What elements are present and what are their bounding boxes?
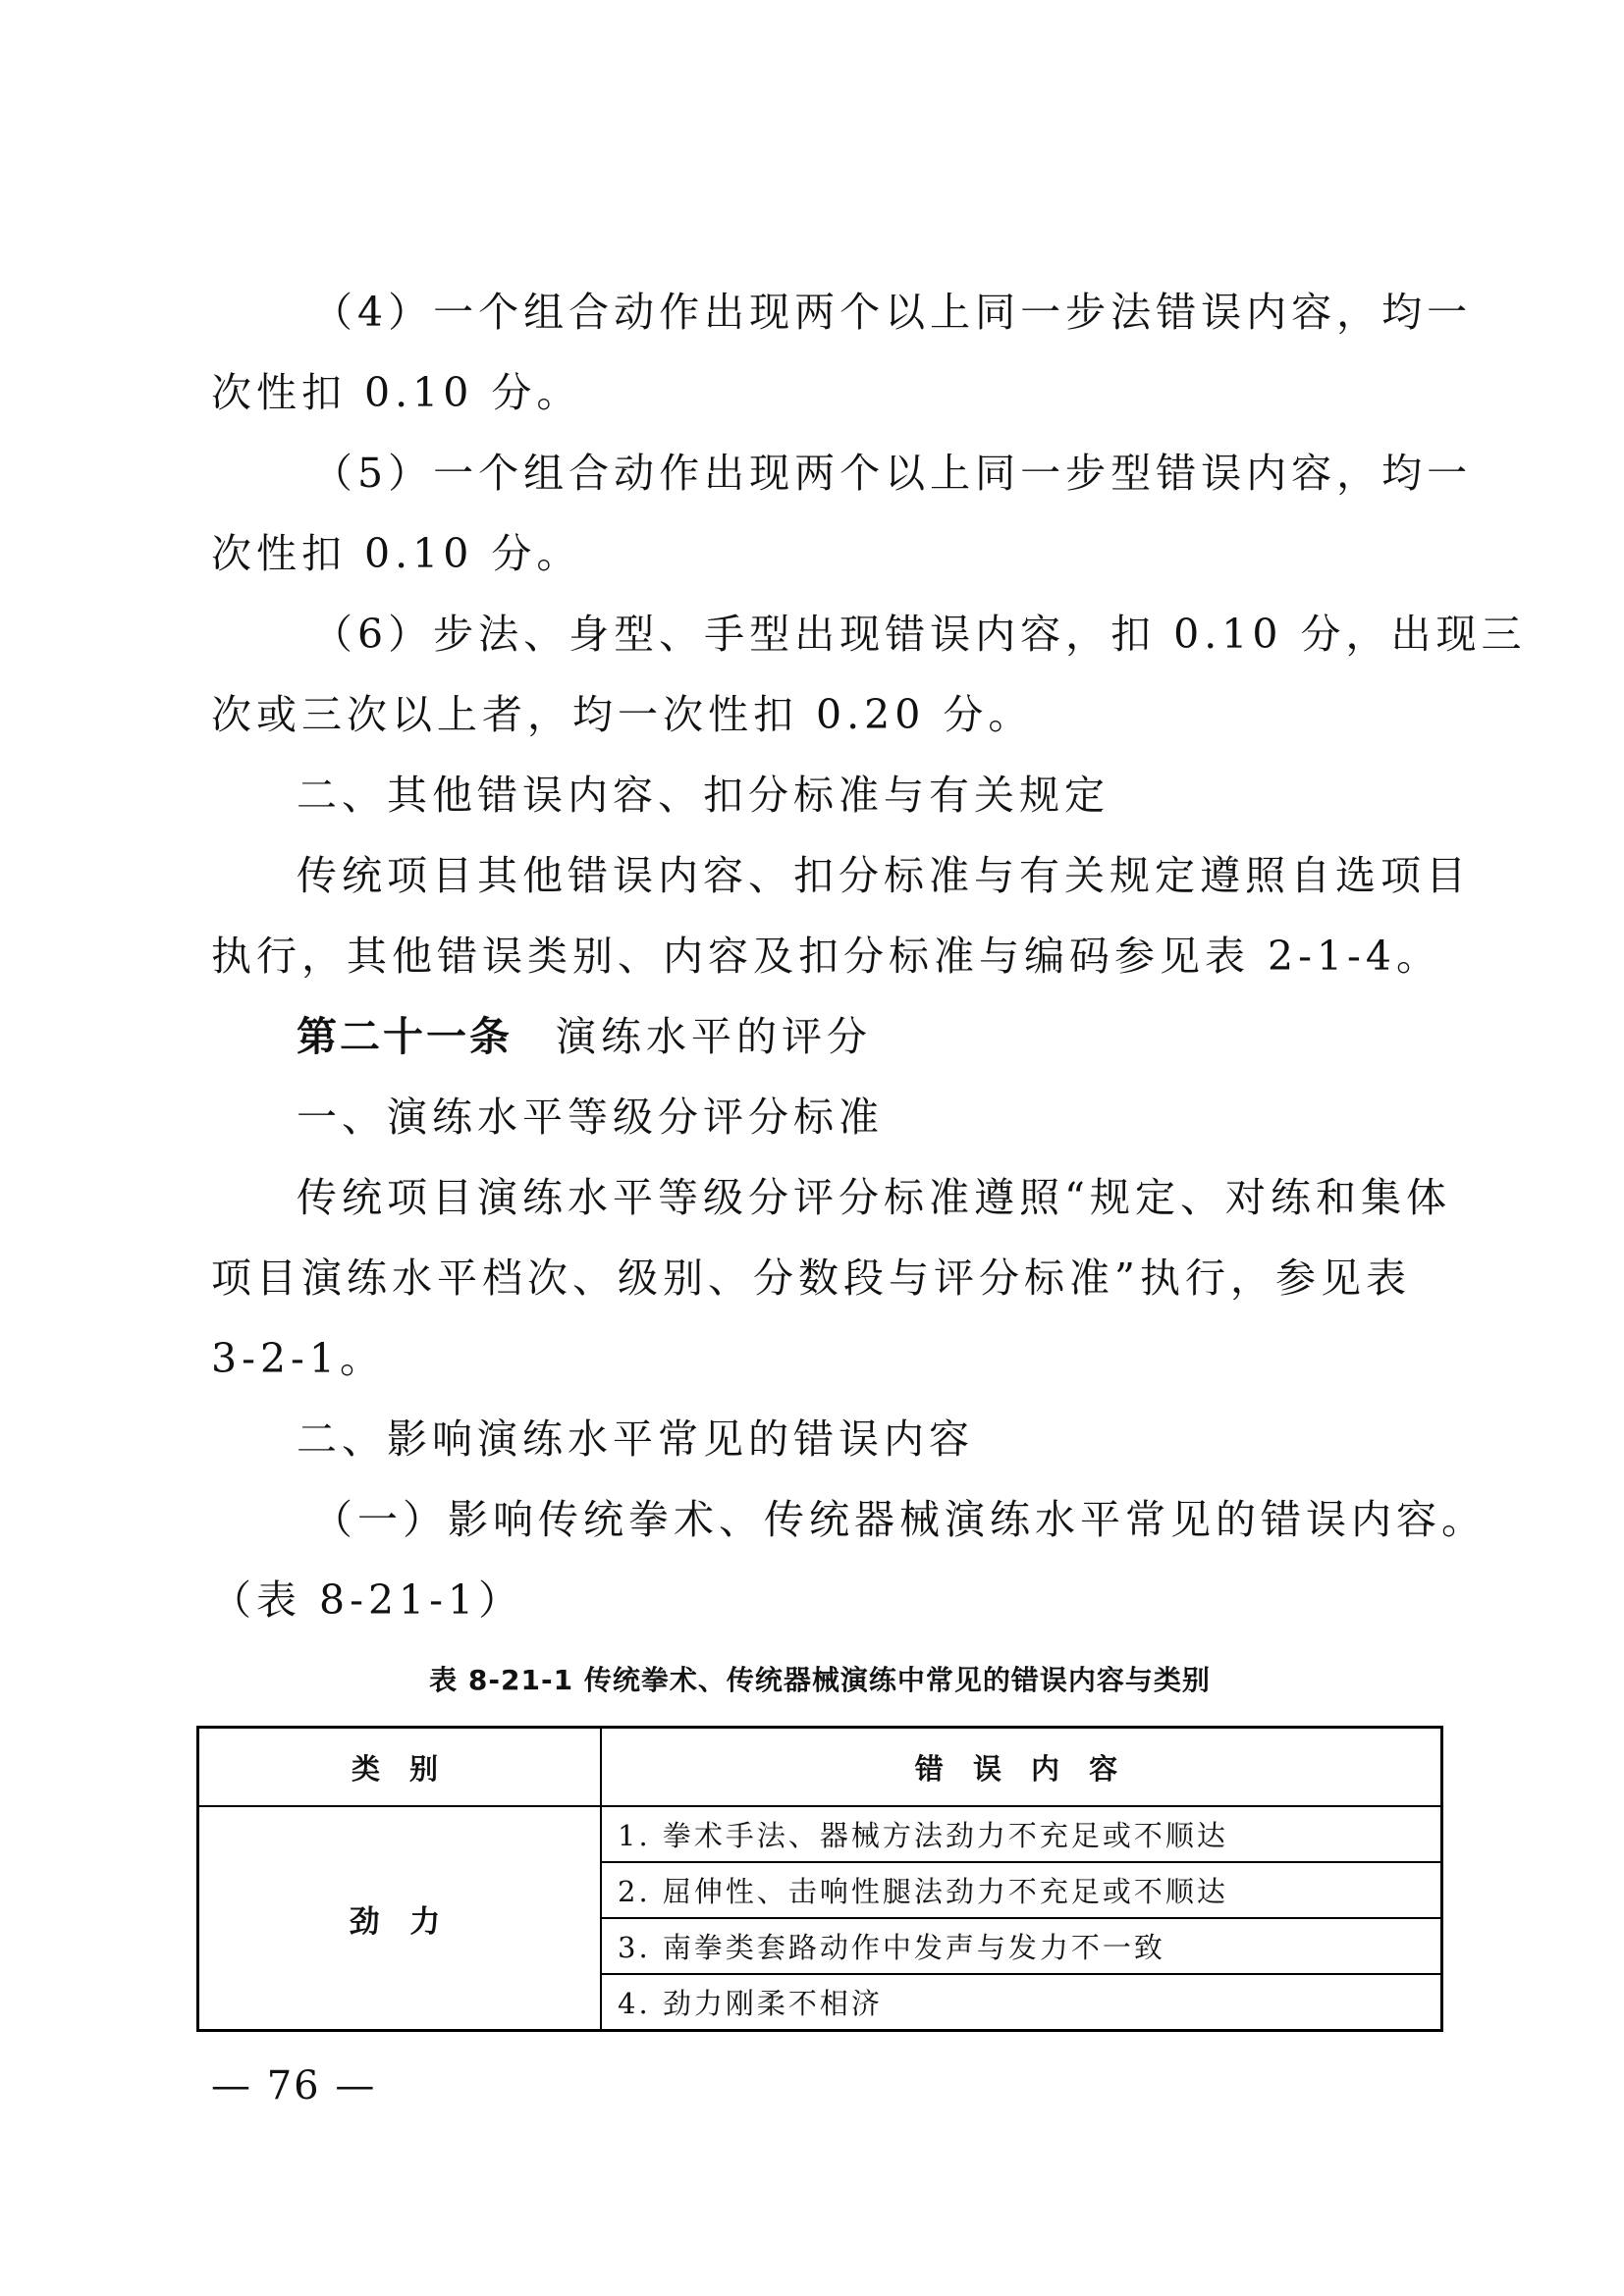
article-title: 演练水平的评分	[556, 1013, 872, 1060]
error-item: 3. 南拳类套路动作中发声与发力不一致	[601, 1918, 1442, 1974]
paragraph-4-line-1: （4）一个组合动作出现两个以上同一步法错误内容，均一	[312, 289, 1473, 336]
header-category: 类 别	[198, 1728, 602, 1807]
section-heading-other-errors: 二、其他错误内容、扣分标准与有关规定	[297, 772, 1110, 819]
paragraph-8-line-1: 传统项目演练水平等级分评分标准遵照“规定、对练和集体	[297, 1174, 1451, 1221]
table-row	[198, 1806, 1442, 1862]
paragraph-5-line-2: 次性扣 0.10 分。	[211, 530, 582, 577]
paragraph-7-line-2: 执行，其他错误类别、内容及扣分标准与编码参见表 2-1-4。	[211, 933, 1441, 980]
page-number: — 76 —	[211, 2063, 377, 2109]
category-cell: 劲 力	[198, 1806, 602, 2031]
paragraph-9-line-1: （一）影响传统拳术、传统器械演练水平常见的错误内容。	[312, 1496, 1487, 1543]
paragraph-8-line-2: 项目演练水平档次、级别、分数段与评分标准”执行，参见表	[211, 1255, 1411, 1302]
table-caption: 表 8-21-1 传统拳术、传统器械演练中常见的错误内容与类别	[429, 1664, 1211, 1696]
article-number: 第二十一条	[297, 1013, 513, 1060]
paragraph-5-line-1: （5）一个组合动作出现两个以上同一步型错误内容，均一	[312, 450, 1473, 497]
paragraph-8-line-3: 3-2-1。	[211, 1335, 385, 1382]
paragraph-6-line-2: 次或三次以上者，均一次性扣 0.20 分。	[211, 691, 1034, 738]
paragraph-7-line-1: 传统项目其他错误内容、扣分标准与有关规定遵照自选项目	[297, 852, 1471, 899]
table-header-row	[198, 1728, 1442, 1807]
error-item: 2. 屈伸性、击响性腿法劲力不充足或不顺达	[601, 1862, 1442, 1918]
error-item: 1. 拳术手法、器械方法劲力不充足或不顺达	[601, 1806, 1442, 1862]
article-heading	[297, 1009, 1429, 1064]
header-content: 错 误 内 容	[601, 1728, 1442, 1807]
paragraph-9-line-2: （表 8-21-1）	[211, 1576, 524, 1624]
error-item: 4. 劲力刚柔不相济	[601, 1974, 1442, 2031]
section-heading-level-standard: 一、演练水平等级分评分标准	[297, 1094, 884, 1141]
paragraph-4-line-2: 次性扣 0.10 分。	[211, 369, 582, 416]
error-table	[196, 1726, 1443, 2032]
paragraph-6-line-1: （6）步法、身型、手型出现错误内容，扣 0.10 分，出现三	[312, 611, 1527, 658]
section-heading-common-errors: 二、影响演练水平常见的错误内容	[297, 1415, 974, 1463]
